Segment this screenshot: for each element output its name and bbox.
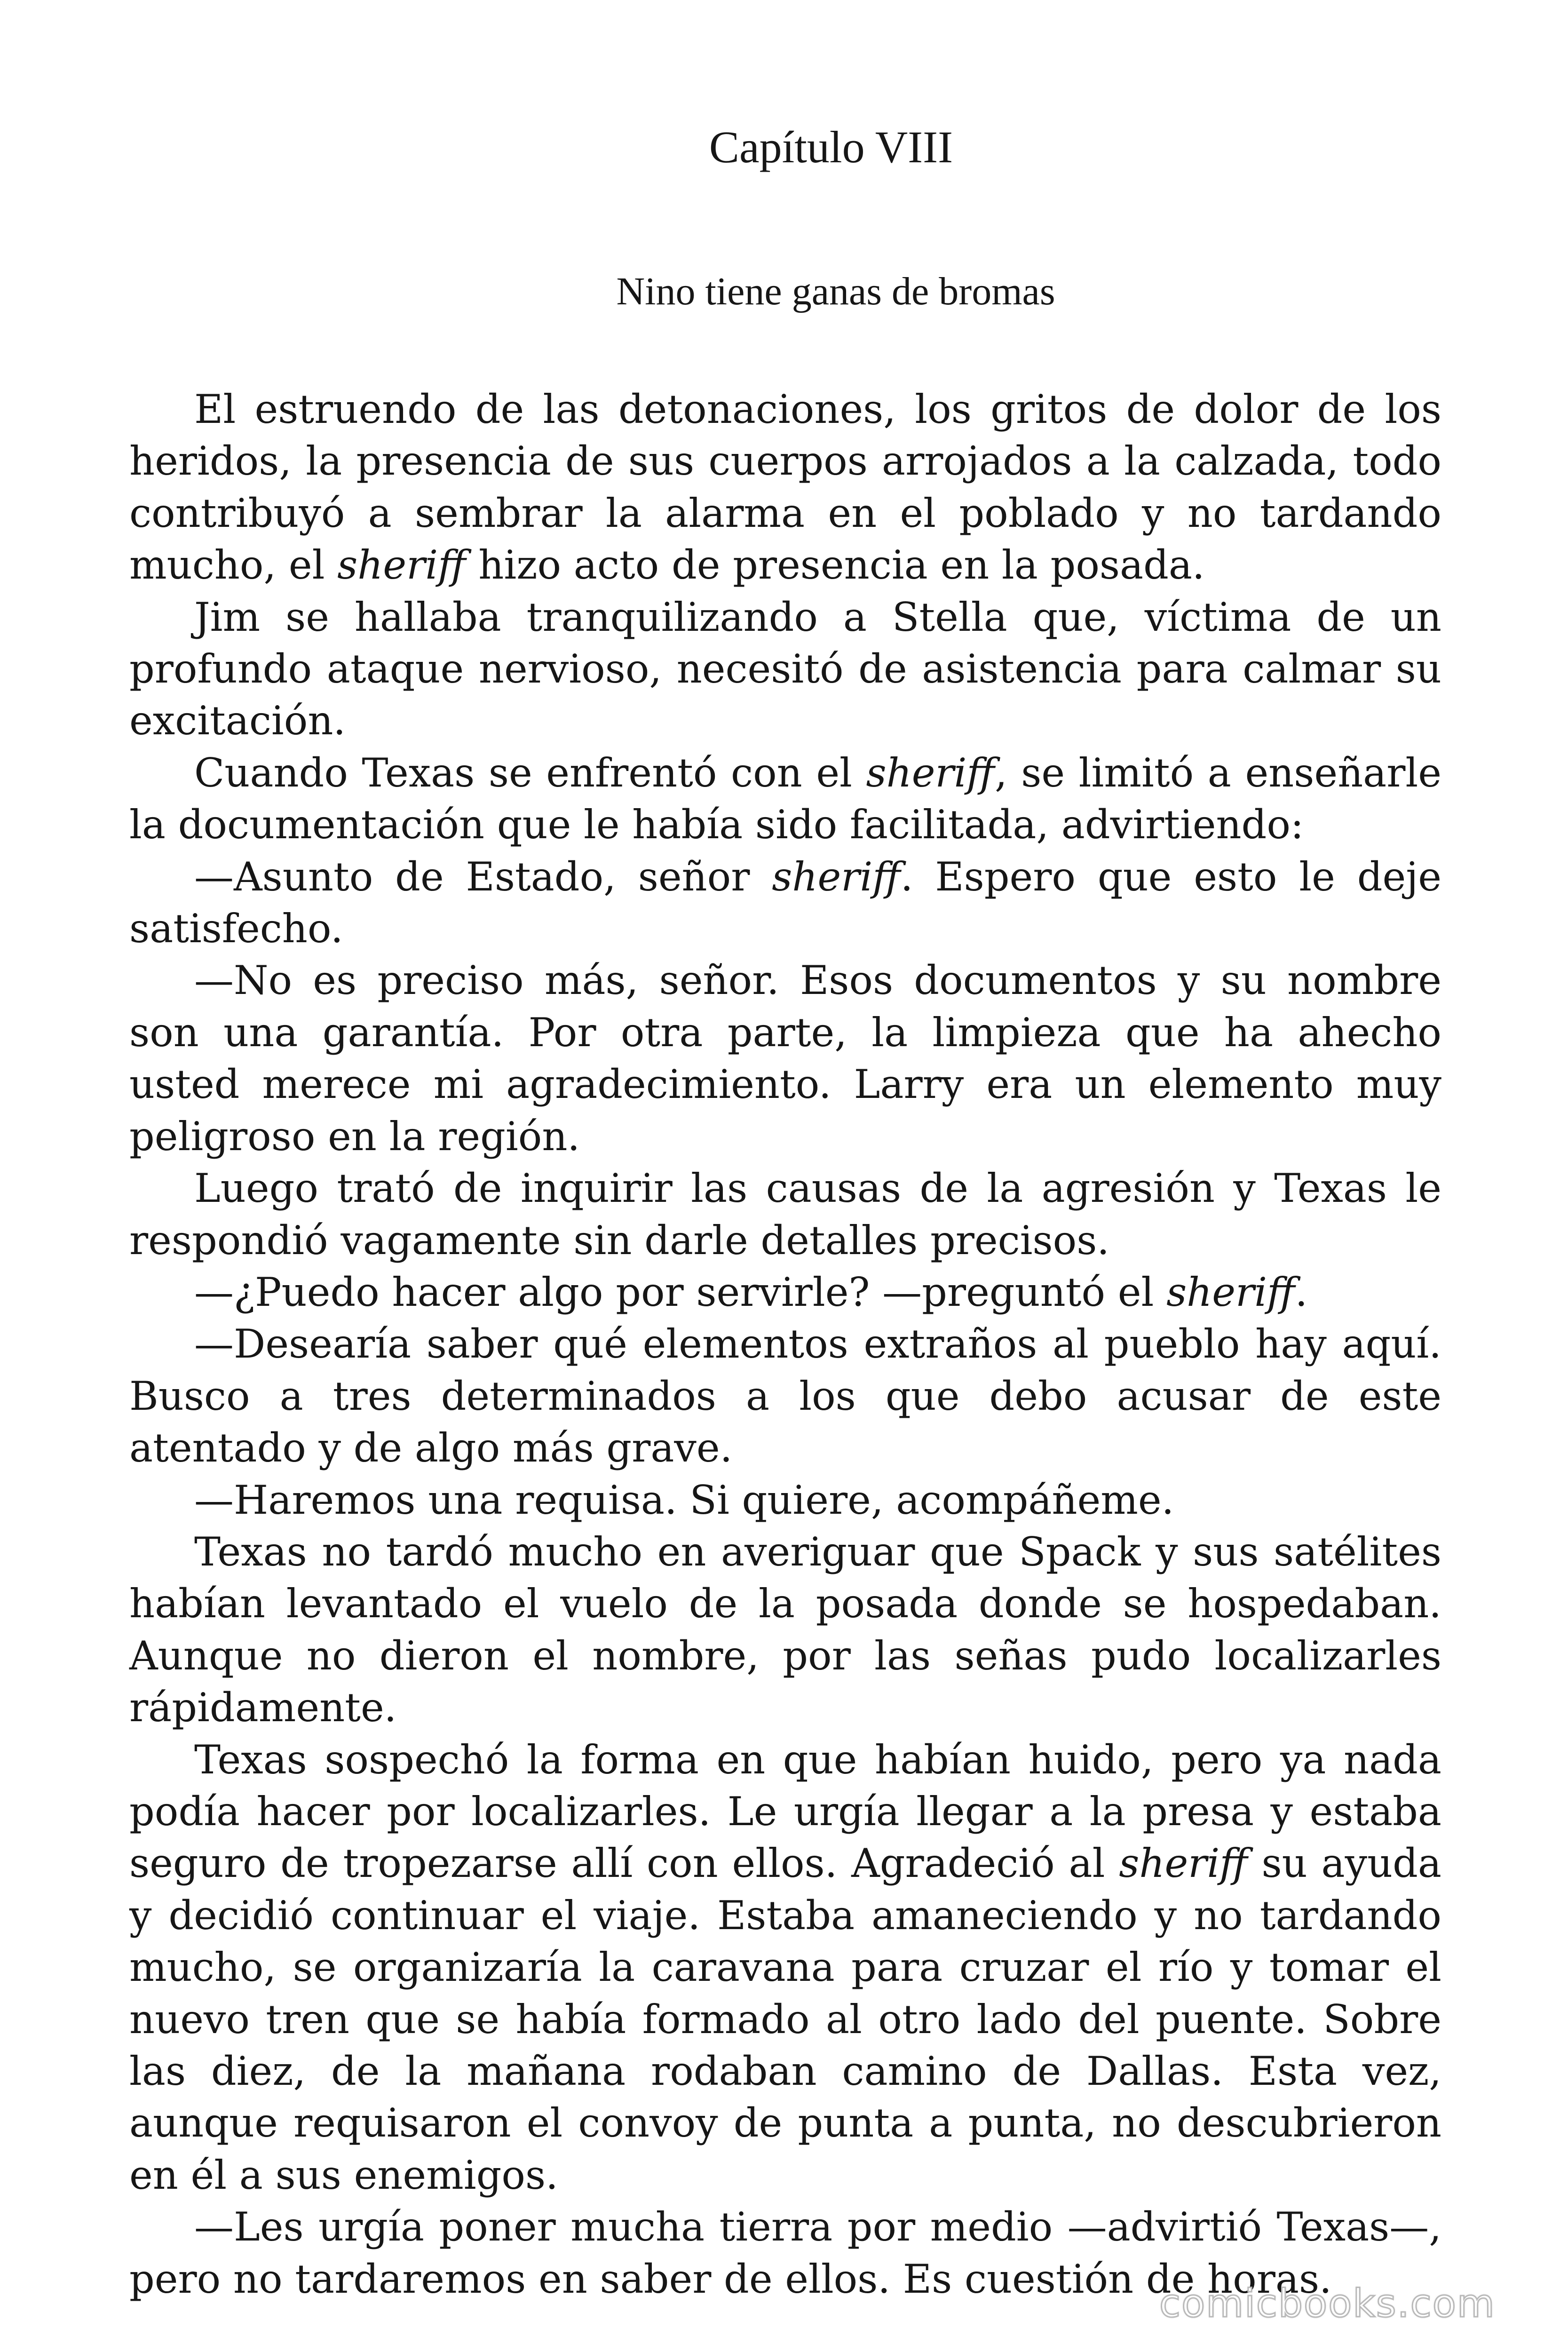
watermark: comicbooks.com bbox=[1159, 2281, 1496, 2326]
chapter-subtitle: Nino tiene ganas de bromas bbox=[616, 270, 1055, 313]
paragraph: —Desearía saber qué elementos extraños al pueblo hay aquí. Busco a tres determinados a los que debo acusar de este atentado y de algo más grave. bbox=[129, 1321, 1441, 1471]
paragraph: Cuando Texas se enfrentó con el sheriff, se limitó a enseñarle la documentación que le había sido facilitada, advirtiendo: bbox=[129, 749, 1441, 848]
paragraph: Jim se hallaba tranquilizando a Stella que, víctima de un profundo ataque nervioso, necesitó de asistencia para calmar su excitación. bbox=[129, 594, 1441, 744]
paragraph: Luego trató de inquirir las causas de la agresión y Texas le respondió vagamente sin darle detalles precisos. bbox=[129, 1165, 1441, 1263]
paragraph: El estruendo de las detonaciones, los gritos de dolor de los heridos, la presencia de sus cuerpos arrojados a la calzada, todo contribuyó a sembrar la alarma en el poblado y no tardando mucho, el sheriff hizo acto de presencia en la posada. bbox=[129, 386, 1441, 588]
paragraph: Texas sospechó la forma en que habían huido, pero ya nada podía hacer por localizarles. Le urgía llegar a la presa y estaba seguro de tropezarse allí con ellos. Agradeció al sheriff su ayuda y decidió continuar el viaje. Estaba amaneciendo y no tardando mucho, se organizaría la caravana para cruzar el río y tomar el nuevo tren que se había formado al otro lado del puente. Sobre las diez, de la mañana rodaban camino de Dallas. Esta vez, aunque requisaron el convoy de punta a punta, no descubrieron en él a sus enemigos. bbox=[129, 1736, 1441, 2198]
paragraph: —Les urgía poner mucha tierra por medio —advirtió Texas—, pero no tardaremos en saber de ellos. Es cuestión de horas. bbox=[129, 2204, 1441, 2302]
paragraph: Texas no tardó mucho en averiguar que Spack y sus satélites habían levantado el vuelo de la posada donde se hospedaban. Aunque no dieron el nombre, por las señas pudo localizarles rápidamente. bbox=[129, 1528, 1441, 1731]
chapter-title: Capítulo VIII bbox=[709, 122, 953, 172]
paragraph: —No es preciso más, señor. Esos documentos y su nombre son una garantía. Por otra parte, la limpieza que ha ahecho usted merece mi agradecimiento. Larry era un elemento muy peligroso en la región. bbox=[129, 957, 1441, 1160]
paragraph: —Asunto de Estado, señor sheriff. Espero que esto le deje satisfecho. bbox=[129, 853, 1441, 952]
body-text bbox=[129, 383, 1441, 2305]
paragraph: —¿Puedo hacer algo por servirle? —preguntó el sheriff. bbox=[194, 1269, 1308, 1315]
paragraph: —Haremos una requisa. Si quiere, acompáñeme. bbox=[194, 1477, 1174, 1523]
